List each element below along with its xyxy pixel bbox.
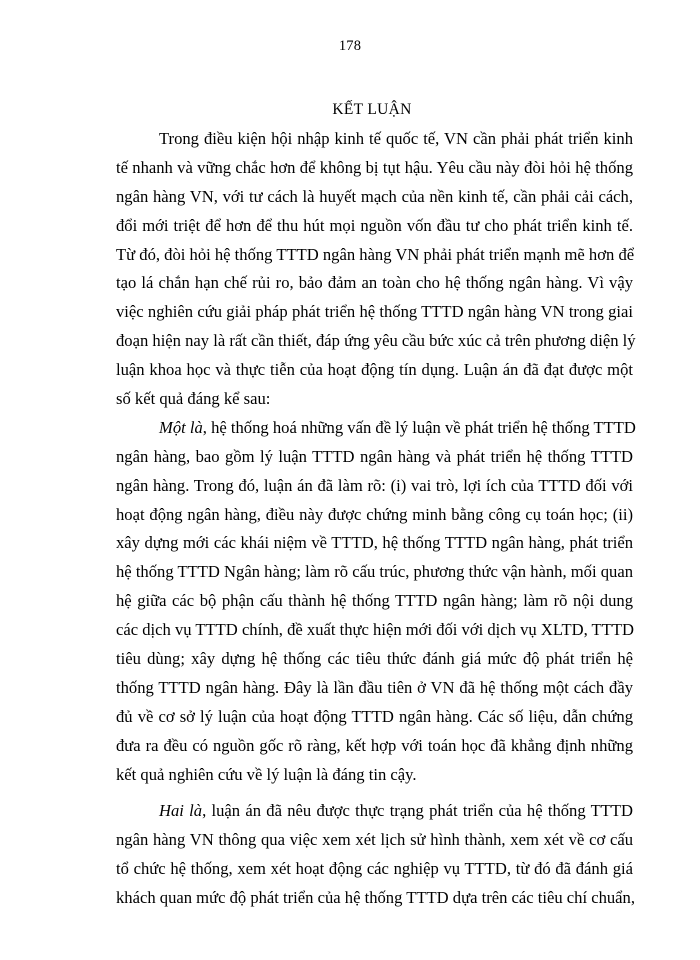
text-line: tổ chức hệ thống, xem xét hoạt động các nghiệp vụ TTTD, từ đó đã đánh giá bbox=[116, 859, 633, 879]
text-line-rest: , luận án đã nêu được thực trạng phát triển của hệ thống TTTD bbox=[202, 801, 633, 821]
paragraph-mot-la bbox=[116, 414, 636, 790]
text-line: việc nghiên cứu giải pháp phát triển hệ thống TTTD ngân hàng VN trong giai bbox=[116, 302, 633, 322]
text-line: đưa ra đều có nguồn gốc rõ ràng, kết hợp với toán học đã khẳng định những bbox=[116, 735, 633, 755]
text-line: Trong điều kiện hội nhập kinh tế quốc tế, VN cần phải phát triển kinh bbox=[159, 129, 633, 148]
text-line: hoạt động ngân hàng, điều này được chứng minh bằng công cụ toán học; (ii) bbox=[116, 504, 633, 524]
paragraph-hai-la bbox=[116, 797, 633, 913]
text-line: khách quan mức độ phát triển của hệ thống TTTD dựa trên các tiêu chí chuẩn, bbox=[116, 888, 635, 908]
text-line: Từ đó, đòi hỏi hệ thống TTTD ngân hàng VN phải phát triển mạnh mẽ hơn để bbox=[116, 244, 635, 264]
text-line: kết quả nghiên cứu về lý luận là đáng tin cậy. bbox=[116, 764, 417, 784]
text-line: luận khoa học và thực tiễn của hoạt động tín dụng. Luận án đã đạt được một bbox=[116, 360, 633, 380]
text-line: xây dựng mới các khái niệm về TTTD, hệ thống TTTD ngân hàng, phát triển bbox=[116, 533, 633, 553]
text-line: tiêu dùng; xây dựng hệ thống các tiêu thức đánh giá mức độ phát triển hệ bbox=[116, 649, 633, 669]
lead-italic: Một là bbox=[159, 417, 203, 437]
paragraph-intro bbox=[116, 125, 636, 414]
text-line: hệ giữa các bộ phận cấu thành hệ thống TTTD ngân hàng; làm rõ nội dung bbox=[116, 591, 633, 611]
text-line: đổi mới triệt để hơn để thu hút mọi nguồn vốn đầu tư cho phát triển kinh tế. bbox=[116, 215, 633, 235]
lead-italic: Hai là bbox=[159, 801, 203, 821]
text-line: ngân hàng. Trong đó, luận án đã làm rõ: (i) vai trò, lợi ích của TTTD đối với bbox=[116, 475, 633, 495]
text-line: ngân hàng, bao gồm lý luận TTTD ngân hàng và phát triển hệ thống TTTD bbox=[116, 446, 633, 466]
text-line-lead bbox=[116, 414, 636, 443]
text-line: tạo lá chắn hạn chế rủi ro, bảo đảm an toàn cho hệ thống ngân hàng. Vì vậy bbox=[116, 273, 633, 293]
text-line-rest: , hệ thống hoá những vấn đề lý luận về phát triển hệ thống TTTD bbox=[202, 417, 636, 437]
text-line: đoạn hiện nay là rất cần thiết, đáp ứng yêu cầu bức xúc cả trên phương diện lý bbox=[116, 331, 636, 351]
page-number: 178 bbox=[338, 38, 362, 54]
text-line: hệ thống TTTD Ngân hàng; làm rõ cấu trúc, phương thức vận hành, mối quan bbox=[116, 562, 633, 582]
text-line: các dịch vụ TTTD chính, đề xuất thực hiện mới đối với dịch vụ XLTD, TTTD bbox=[116, 620, 634, 640]
text-line: đủ về cơ sở lý luận của hoạt động TTTD ngân hàng. Các số liệu, dẫn chứng bbox=[116, 706, 633, 726]
text-line: thống TTTD ngân hàng. Đây là lần đầu tiên ở VN đã hệ thống một cách đầy bbox=[116, 677, 633, 697]
text-line: ngân hàng VN thông qua việc xem xét lịch sử hình thành, xem xét về cơ cấu bbox=[116, 830, 633, 850]
text-line: số kết quả đáng kể sau: bbox=[116, 389, 271, 409]
section-title: KẾT LUẬN bbox=[332, 101, 412, 118]
text-line: tế nhanh và vững chắc hơn để không bị tụt hậu. Yêu cầu này đòi hỏi hệ thống bbox=[116, 157, 633, 177]
body-text bbox=[116, 125, 636, 913]
text-line-lead bbox=[116, 797, 633, 826]
paragraph-spacing bbox=[116, 789, 633, 797]
text-line: ngân hàng VN, với tư cách là huyết mạch của nền kinh tế, cần phải cải cách, bbox=[116, 186, 633, 206]
